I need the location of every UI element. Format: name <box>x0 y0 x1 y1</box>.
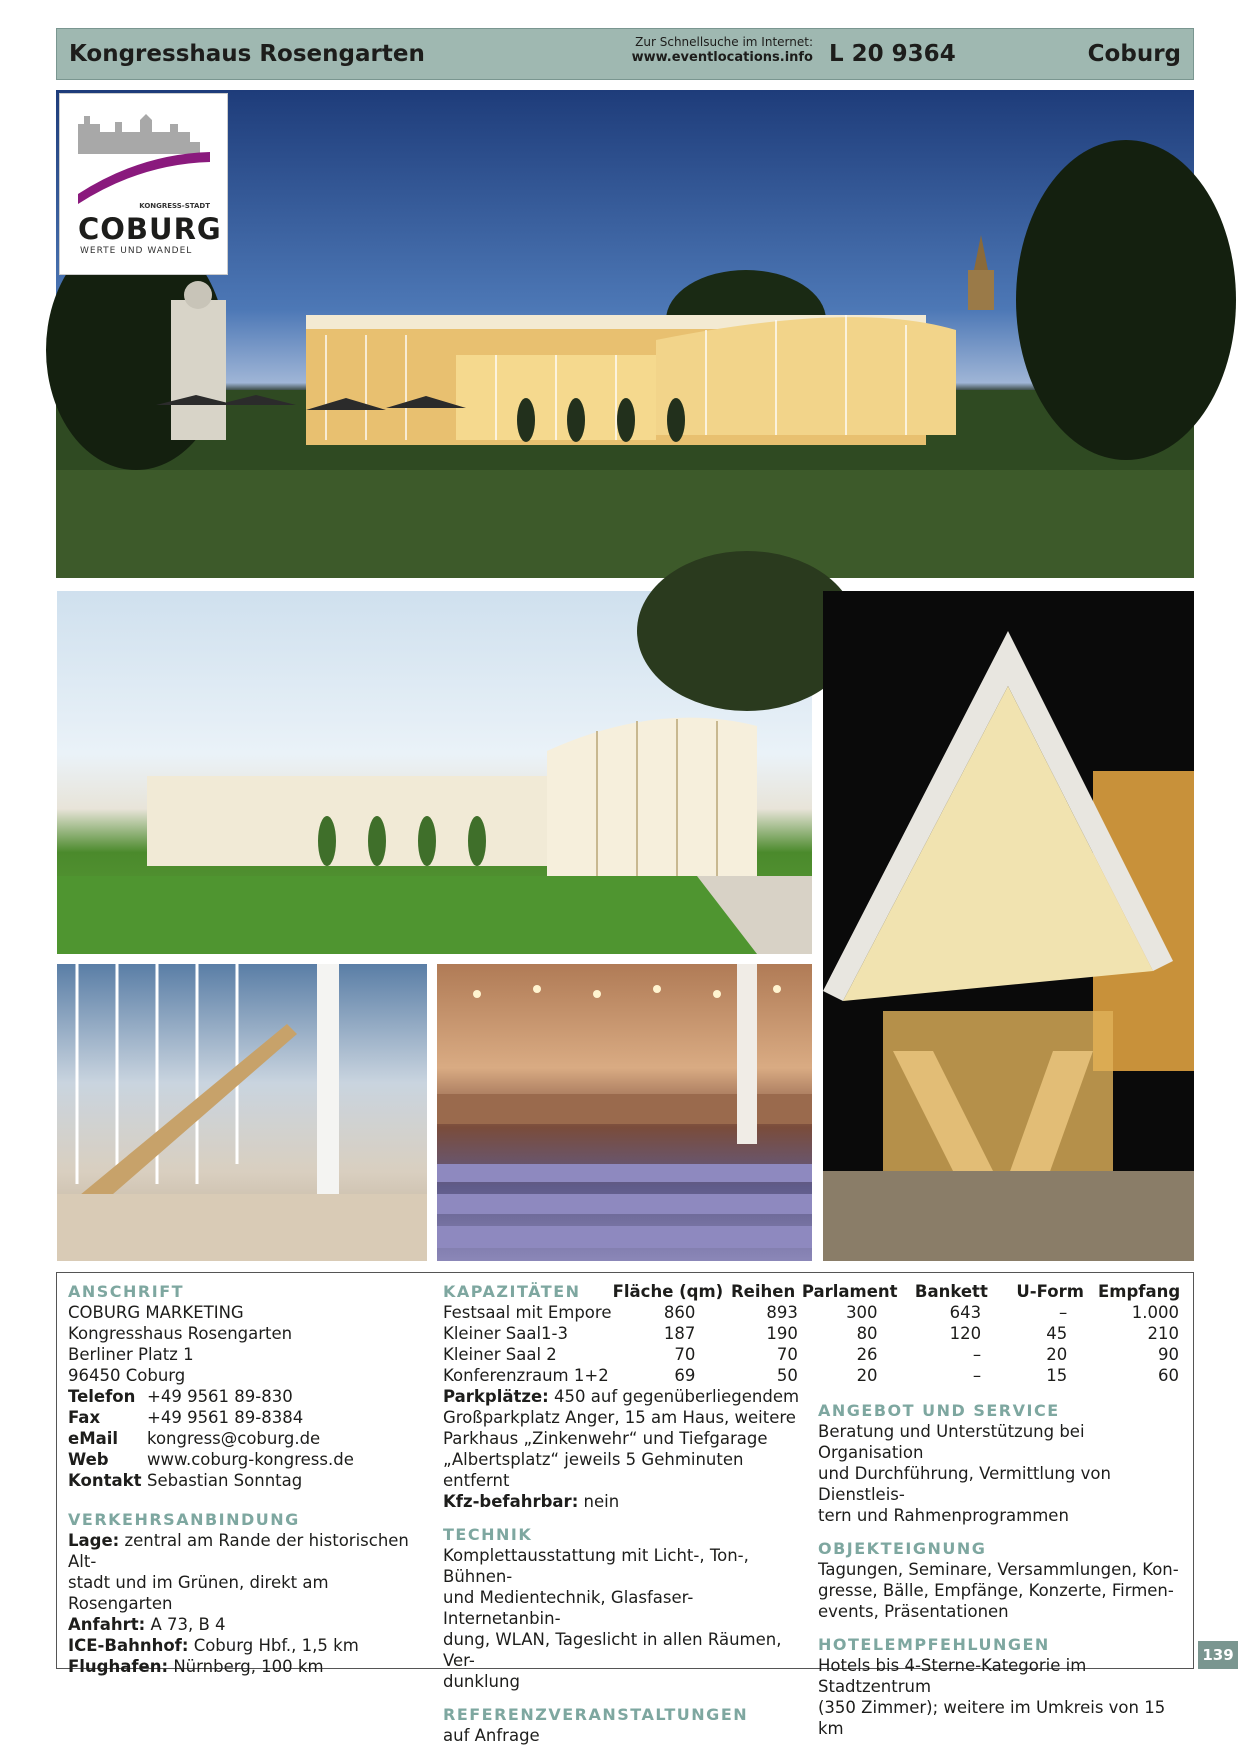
city-name: Coburg <box>1087 41 1181 67</box>
column-contact <box>68 1281 428 1677</box>
cell-parlament: 80 <box>856 1324 878 1343</box>
heading-hotel: HOTELEMPFEHLUNGEN <box>818 1635 1050 1654</box>
room-name: Konferenzraum 1+2 <box>443 1366 609 1385</box>
info-box <box>56 1272 1194 1745</box>
column-header: Fläche (qm) <box>612 1282 724 1301</box>
flughafen-value: Nürnberg, 100 km <box>173 1657 324 1676</box>
heading-angebot: ANGEBOT UND SERVICE <box>818 1401 1060 1420</box>
parking-label: Parkplätze: <box>443 1387 549 1406</box>
anfahrt-label: Anfahrt: <box>68 1615 146 1634</box>
cell-flaeche: 187 <box>663 1324 696 1343</box>
anfahrt-value: A 73, B 4 <box>150 1615 226 1634</box>
contact-label: Web <box>68 1450 109 1469</box>
cell-flaeche: 69 <box>674 1366 696 1385</box>
contact-phone <box>68 1386 428 1407</box>
flughafen-line <box>68 1656 428 1677</box>
quick-search-note <box>587 35 813 65</box>
table-row <box>443 1365 1183 1386</box>
lage-line <box>68 1530 428 1572</box>
cell-uform: 45 <box>1046 1324 1068 1343</box>
logo-tagline: WERTE UND WANDEL <box>80 246 193 256</box>
kfz-value: nein <box>583 1492 620 1511</box>
contact-label: eMail <box>68 1429 119 1448</box>
cell-empfang: 210 <box>1147 1324 1179 1343</box>
address-line: COBURG MARKETING <box>68 1303 244 1322</box>
kfz-label: Kfz-befahrbar: <box>443 1492 579 1511</box>
photo-day-exterior <box>57 591 812 954</box>
cell-uform: 20 <box>1046 1345 1068 1364</box>
room-name: Kleiner Saal1-3 <box>443 1324 569 1343</box>
parking-line: Parkhaus „Zinkenwehr“ und Tiefgarage <box>443 1429 768 1448</box>
web-link[interactable]: www.coburg-kongress.de <box>147 1450 354 1469</box>
kfz-line <box>443 1491 803 1512</box>
technik-line: und Medientechnik, Glasfaser-Internetanbin- <box>443 1588 694 1628</box>
objekt-line: Tagungen, Seminare, Versammlungen, Kon- <box>818 1560 1179 1579</box>
column-header: Empfang <box>1098 1282 1181 1301</box>
ice-line <box>68 1635 428 1656</box>
anfahrt-line <box>68 1614 428 1635</box>
lage-text: zentral am Rande der historischen Alt- <box>68 1531 409 1571</box>
column-header: Reihen <box>730 1282 796 1301</box>
cell-parlament: 20 <box>856 1366 878 1385</box>
venue-title: Kongresshaus Rosengarten <box>69 41 425 67</box>
cell-bankett: 120 <box>949 1324 982 1343</box>
heading-referenz: REFERENZVERANSTALTUNGEN <box>443 1705 749 1724</box>
cell-flaeche: 860 <box>663 1303 696 1322</box>
header-bar <box>56 28 1194 80</box>
hotel-line: (350 Zimmer); weitere im Umkreis von 15 km <box>818 1698 1166 1738</box>
cell-bankett: – <box>972 1345 982 1364</box>
angebot-line: tern und Rahmenprogrammen <box>818 1506 1069 1525</box>
contact-person <box>68 1470 428 1491</box>
contact-web <box>68 1449 428 1470</box>
cell-empfang: 90 <box>1158 1345 1179 1364</box>
objekt-line: gresse, Bälle, Empfänge, Konzerte, Firmen- <box>818 1581 1174 1600</box>
address-line: 96450 Coburg <box>68 1366 186 1385</box>
hotel-line: Hotels bis 4-Sterne-Kategorie im Stadtzentrum <box>818 1656 1087 1696</box>
ice-label: ICE-Bahnhof: <box>68 1636 189 1655</box>
parking-line: Großparkplatz Anger, 15 am Haus, weitere <box>443 1408 796 1427</box>
parking-block <box>443 1386 803 1746</box>
cell-flaeche: 70 <box>674 1345 696 1364</box>
referenz-text: auf Anfrage <box>443 1726 540 1745</box>
heading-objekteignung: OBJEKTEIGNUNG <box>818 1539 987 1558</box>
column-header: Bankett <box>914 1282 988 1301</box>
parking-text: 450 auf gegenüberliegendem <box>554 1387 800 1406</box>
cell-uform: – <box>1058 1303 1068 1322</box>
heading-verkehr: VERKEHRSANBINDUNG <box>68 1510 300 1529</box>
cell-reihen: 50 <box>776 1366 798 1385</box>
cell-reihen: 190 <box>766 1324 798 1343</box>
parking-line: „Albertsplatz“ jeweils 5 Gehminuten entfernt <box>443 1450 744 1490</box>
technik-line: dung, WLAN, Tageslicht in allen Räumen, Ver- <box>443 1630 782 1670</box>
cell-uform: 15 <box>1046 1366 1068 1385</box>
photo-night-entrance <box>823 591 1194 1261</box>
column-services <box>818 1400 1183 1739</box>
column-header: Parlament <box>801 1282 898 1301</box>
cell-bankett: 643 <box>949 1303 982 1322</box>
lage-line: stadt und im Grünen, direkt am Rosengarten <box>68 1573 329 1613</box>
technik-line: dunklung <box>443 1672 520 1691</box>
cell-parlament: 26 <box>856 1345 878 1364</box>
angebot-line: Beratung und Unterstützung bei Organisation <box>818 1422 1085 1462</box>
lage-label: Lage: <box>68 1531 120 1550</box>
email-link[interactable]: kongress@coburg.de <box>147 1429 321 1448</box>
contact-fax <box>68 1407 428 1428</box>
cell-bankett: – <box>972 1366 982 1385</box>
page-number: 139 <box>1198 1641 1238 1669</box>
phone-value[interactable]: +49 9561 89-830 <box>147 1387 293 1406</box>
cell-reihen: 893 <box>766 1303 798 1322</box>
room-name: Kleiner Saal 2 <box>443 1345 557 1364</box>
ice-value: Coburg Hbf., 1,5 km <box>193 1636 359 1655</box>
capacity-table <box>443 1281 1183 1386</box>
photo-festsaal-seating <box>437 964 812 1261</box>
contact-label: Kontakt <box>68 1471 142 1490</box>
logo-wordmark: COBURG <box>78 212 222 246</box>
address-line: Berliner Platz 1 <box>68 1345 194 1364</box>
photo-glass-staircase <box>57 964 427 1261</box>
room-name: Festsaal mit Empore <box>443 1303 612 1322</box>
cell-parlament: 300 <box>846 1303 878 1322</box>
cell-empfang: 1.000 <box>1131 1303 1179 1322</box>
table-row <box>443 1302 1183 1323</box>
coburg-skyline-icon <box>60 94 229 204</box>
column-header: U-Form <box>1016 1282 1084 1301</box>
heading-kapazitaeten: KAPAZITÄTEN <box>443 1282 581 1301</box>
website-link[interactable]: www.eventlocations.info <box>631 50 813 65</box>
contact-person-value: Sebastian Sonntag <box>147 1471 303 1490</box>
technik-line: Komplettausstattung mit Licht-, Ton-, Bühnen- <box>443 1546 749 1586</box>
contact-label: Telefon <box>68 1387 136 1406</box>
table-row <box>443 1344 1183 1365</box>
heading-technik: TECHNIK <box>443 1525 533 1544</box>
logo-kongress-stadt: KONGRESS-STADT <box>139 202 210 210</box>
coburg-logo <box>59 93 228 275</box>
contact-email <box>68 1428 428 1449</box>
fax-value: +49 9561 89-8384 <box>147 1408 304 1427</box>
capacity-header-row <box>443 1281 1183 1302</box>
location-code: L 20 9364 <box>829 41 956 67</box>
flughafen-label: Flughafen: <box>68 1657 169 1676</box>
objekt-line: events, Präsentationen <box>818 1602 1009 1621</box>
quick-search-label: Zur Schnellsuche im Internet: <box>635 35 813 49</box>
parking-line <box>443 1386 803 1407</box>
address-line: Kongresshaus Rosengarten <box>68 1324 293 1343</box>
angebot-line: und Durchführung, Vermittlung von Dienstleis- <box>818 1464 1111 1504</box>
heading-anschrift: ANSCHRIFT <box>68 1282 185 1301</box>
cell-reihen: 70 <box>776 1345 798 1364</box>
contact-label: Fax <box>68 1408 101 1427</box>
table-row <box>443 1323 1183 1344</box>
cell-empfang: 60 <box>1158 1366 1179 1385</box>
